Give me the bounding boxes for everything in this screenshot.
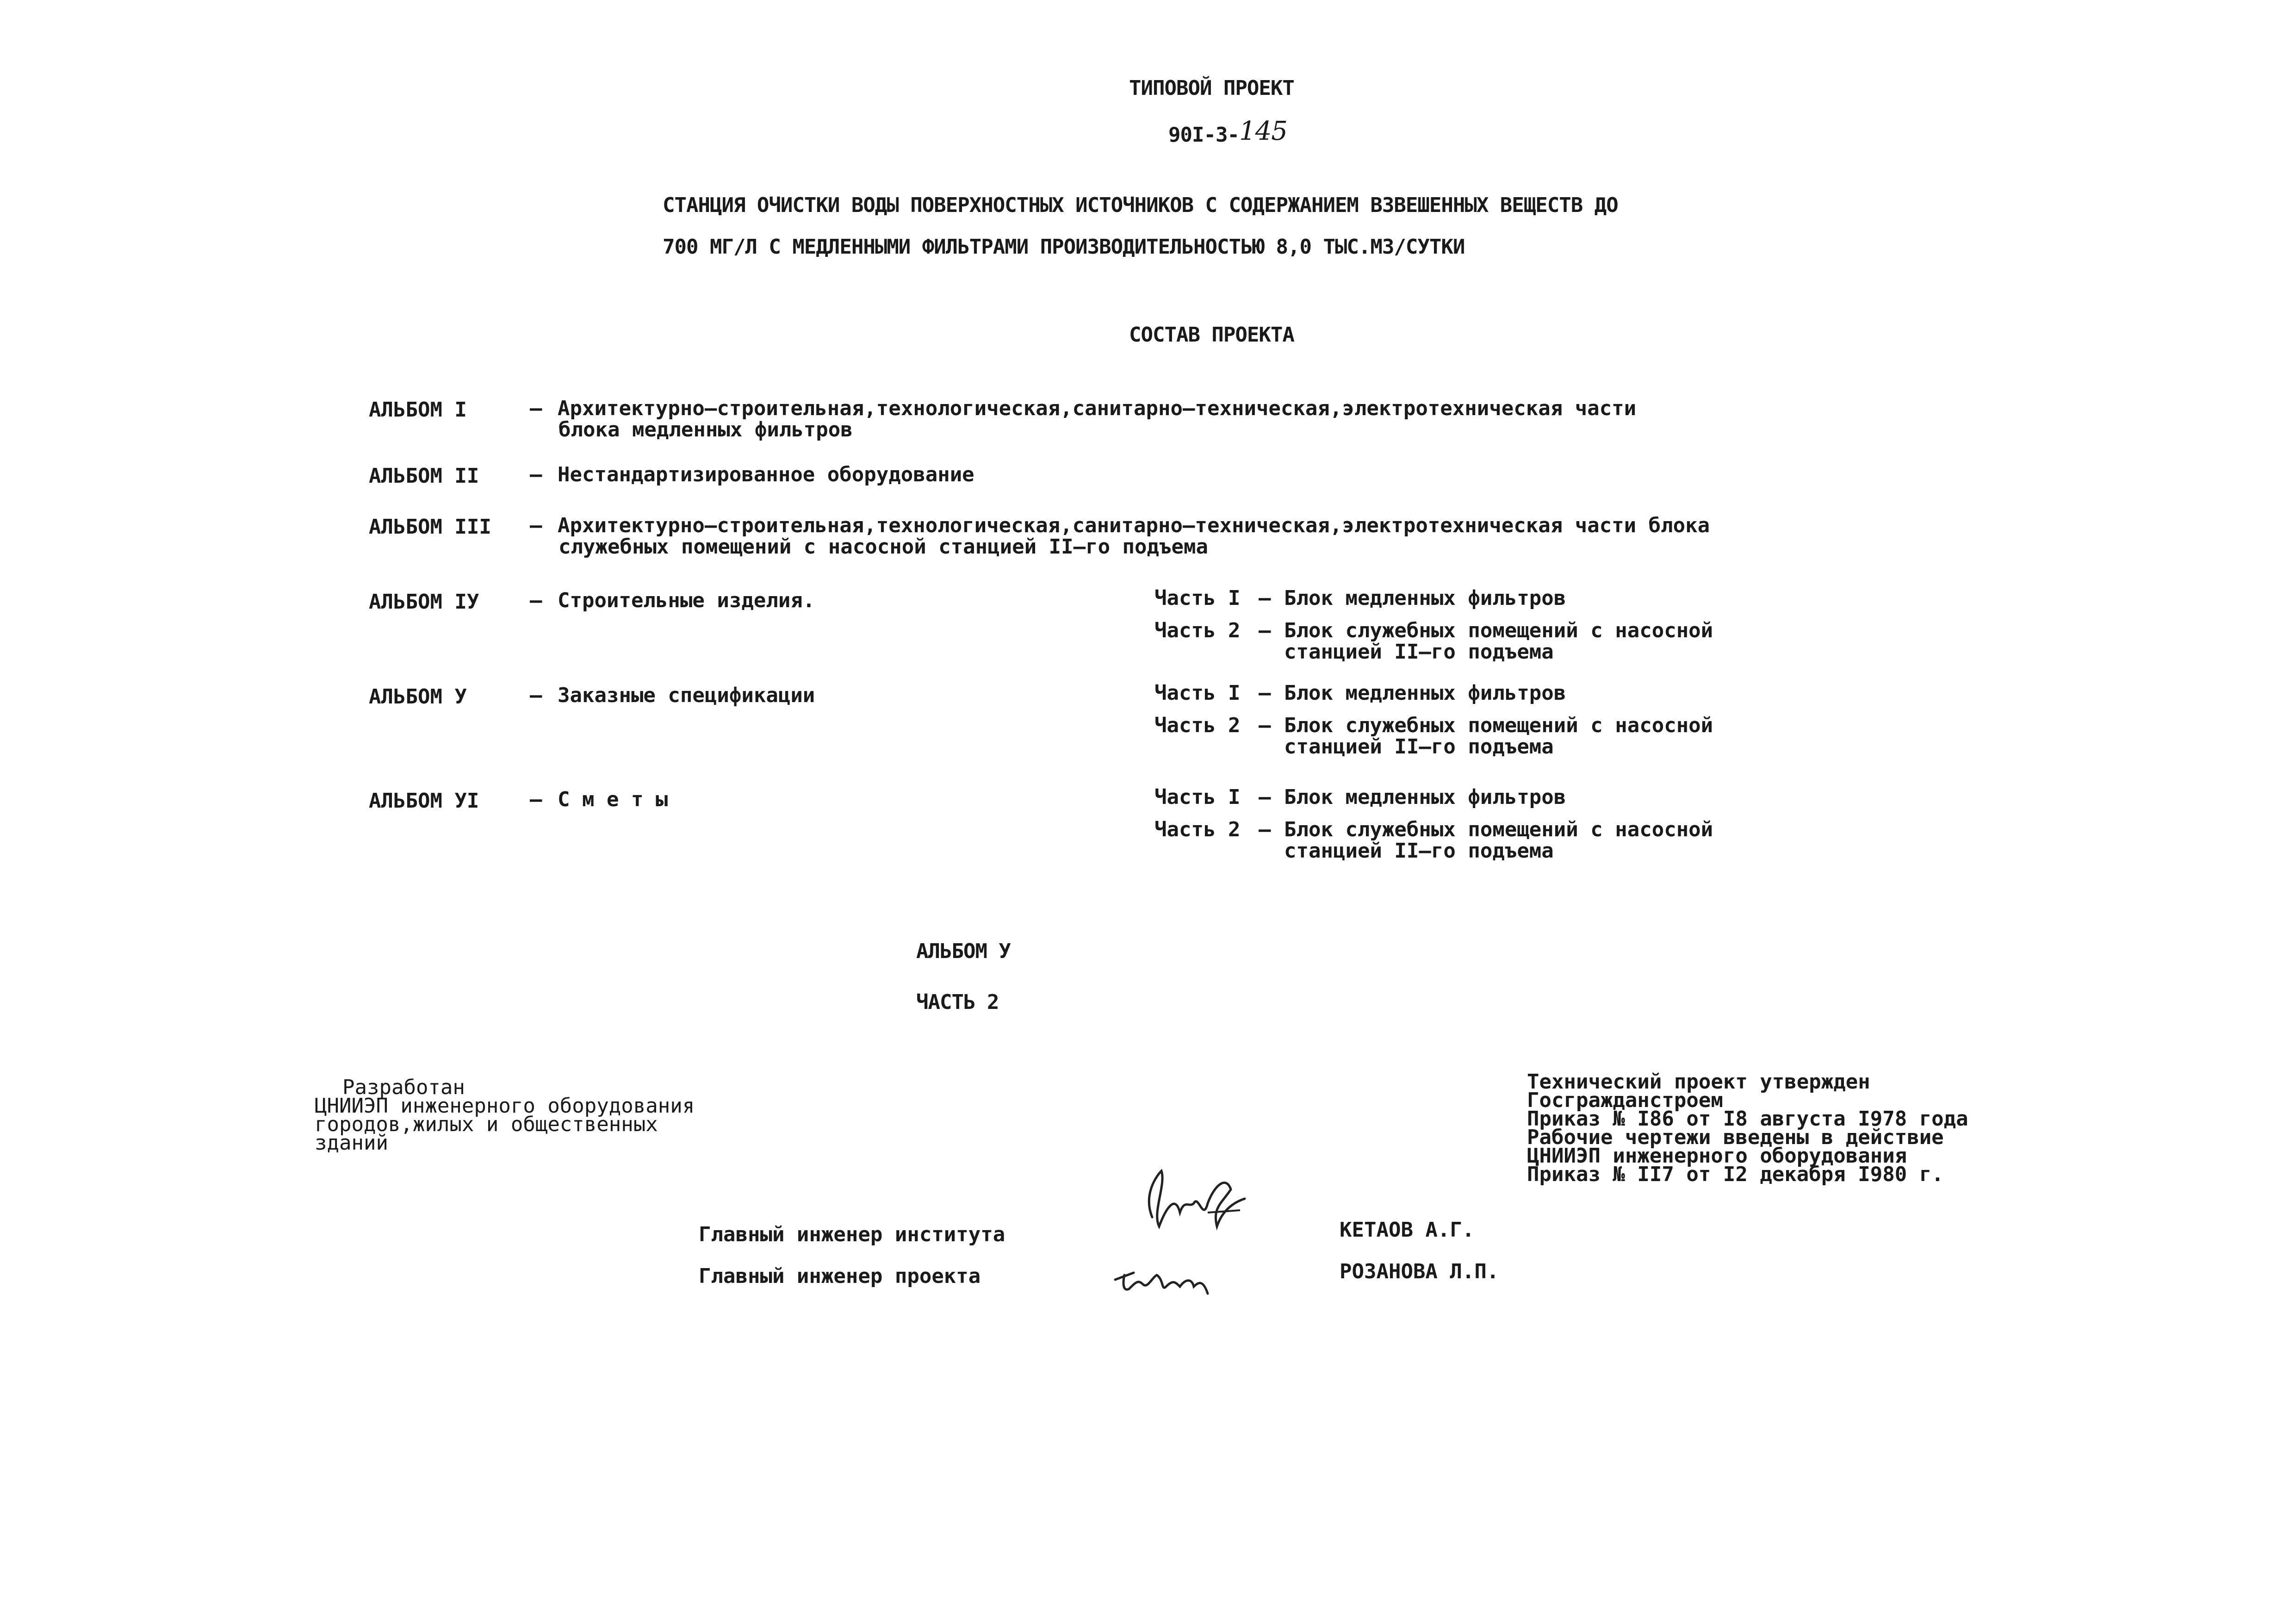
approval-line-5: ЦНИИЭП инженерного оборудования <box>1527 1144 1907 1168</box>
album-6-label: АЛЬБОМ УI <box>369 789 479 813</box>
approval-line-6: Приказ № II7 от I2 декабря I980 г. <box>1527 1163 1944 1186</box>
album-2-text: Нестандартизированное оборудование <box>558 463 974 486</box>
album-4-part-2-text-line-2: станцией II–го подъема <box>1284 640 1554 664</box>
project-title-line-2: 700 МГ/Л С МЕДЛЕННЫМИ ФИЛЬТРАМИ ПРОИЗВОДИТЕЛЬНОСТЬЮ 8,0 ТЫС.М3/СУТКИ <box>663 235 1465 259</box>
signature-2-handwritten <box>1111 1254 1249 1302</box>
album-4-part-2-dash: – <box>1259 619 1271 642</box>
signature-1-role: Главный инженер института <box>699 1223 1005 1246</box>
album-6-part-2-text-line-2: станцией II–го подъема <box>1284 839 1554 863</box>
album-5-dash: – <box>530 684 542 707</box>
album-1-label: АЛЬБОМ I <box>369 398 467 422</box>
album-6-part-2-label: Часть 2 <box>1154 818 1241 841</box>
album-2-label: АЛЬБОМ II <box>369 464 479 488</box>
approval-line-4: Рабочие чертежи введены в действие <box>1527 1126 1944 1149</box>
album-6-text: С м е т ы <box>558 788 668 811</box>
developer-line-1: Разработан <box>342 1076 465 1099</box>
album-1-text-line-1: Архитектурно–строительная,технологическая,санитарно–техническая,электротехническая части <box>558 397 1637 420</box>
album-6-part-1-label: Часть I <box>1154 785 1241 809</box>
album-4-part-1-text: Блок медленных фильтров <box>1284 586 1566 610</box>
album-4-part-1-label: Часть I <box>1154 586 1241 610</box>
signature-2-role: Главный инженер проекта <box>699 1264 981 1288</box>
album-4-part-2-text-line-1: Блок служебных помещений с насосной <box>1284 619 1713 642</box>
album-5-part-1-text: Блок медленных фильтров <box>1284 681 1566 705</box>
album-4-part-2-text <box>1284 620 1713 663</box>
developer-line-4: зданий <box>315 1131 388 1155</box>
signature-2-name: РОЗАНОВА Л.П. <box>1340 1260 1499 1283</box>
current-part: ЧАСТЬ 2 <box>916 990 999 1014</box>
approval-line-3: Приказ № I86 от I8 августа I978 года <box>1527 1107 1968 1131</box>
developer-line-2: ЦНИИЭП инженерного оборудования <box>315 1094 695 1118</box>
album-4-part-2-label: Часть 2 <box>1154 619 1241 642</box>
album-4-part-1-dash: – <box>1259 586 1271 610</box>
developer-block <box>315 1076 695 1155</box>
album-1-text-line-2: блока медленных фильтров <box>558 418 853 442</box>
album-3-text-line-1: Архитектурно–строительная,технологическая,санитарно–техническая,электротехническая части блока <box>558 514 1710 537</box>
project-number-printed: 90I-3- <box>1168 123 1239 147</box>
current-album: АЛЬБОМ У <box>916 940 1011 963</box>
album-5-text: Заказные спецификации <box>558 684 815 707</box>
album-3-dash: – <box>530 514 542 537</box>
signature-1-name: КЕТАОВ А.Г. <box>1340 1218 1475 1242</box>
album-1-dash: – <box>530 397 542 420</box>
album-5-part-2-text-line-1: Блок служебных помещений с насосной <box>1284 714 1713 737</box>
project-number-handwritten: 145 <box>1239 116 1287 146</box>
project-title-line-1: СТАНЦИЯ ОЧИСТКИ ВОДЫ ПОВЕРХНОСТНЫХ ИСТОЧНИКОВ С СОДЕРЖАНИЕМ ВЗВЕШЕННЫХ ВЕЩЕСТВ ДО <box>663 193 1618 217</box>
album-5-part-1-dash: – <box>1259 681 1271 705</box>
album-4-dash: – <box>530 589 542 612</box>
approval-line-1: Технический проект утвержден <box>1527 1070 1870 1094</box>
album-5-part-2-text-line-2: станцией II–го подъема <box>1284 735 1554 759</box>
approval-block <box>1527 1070 1968 1186</box>
album-6-part-2-dash: – <box>1259 818 1271 841</box>
album-6-part-2-text <box>1284 819 1713 862</box>
album-1-text <box>558 398 1636 441</box>
typical-project-label: ТИПОВОЙ ПРОЕКТ <box>1129 76 1294 100</box>
album-5-part-2-label: Часть 2 <box>1154 714 1241 737</box>
album-6-part-2-text-line-1: Блок служебных помещений с насосной <box>1284 818 1713 841</box>
album-5-part-1-label: Часть I <box>1154 681 1241 705</box>
album-3-text-line-2: служебных помещений с насосной станцией II–го подъема <box>558 535 1208 559</box>
album-4-label: АЛЬБОМ IУ <box>369 590 479 614</box>
album-6-dash: – <box>530 788 542 811</box>
album-3-text <box>558 515 1710 558</box>
album-2-dash: – <box>530 463 542 486</box>
album-6-part-1-dash: – <box>1259 785 1271 809</box>
album-4-text: Строительные изделия. <box>558 589 815 612</box>
approval-line-2: Госгражданстроем <box>1527 1089 1723 1112</box>
album-6-part-1-text: Блок медленных фильтров <box>1284 785 1566 809</box>
album-5-part-2-dash: – <box>1259 714 1271 737</box>
project-number <box>1168 118 1287 148</box>
signature-1-handwritten <box>1134 1157 1272 1251</box>
album-5-label: АЛЬБОМ У <box>369 685 467 709</box>
developer-line-3: городов,жилых и общественных <box>315 1113 658 1136</box>
album-5-part-2-text <box>1284 715 1713 758</box>
album-3-label: АЛЬБОМ III <box>369 515 491 539</box>
composition-title: СОСТАВ ПРОЕКТА <box>1129 323 1294 347</box>
